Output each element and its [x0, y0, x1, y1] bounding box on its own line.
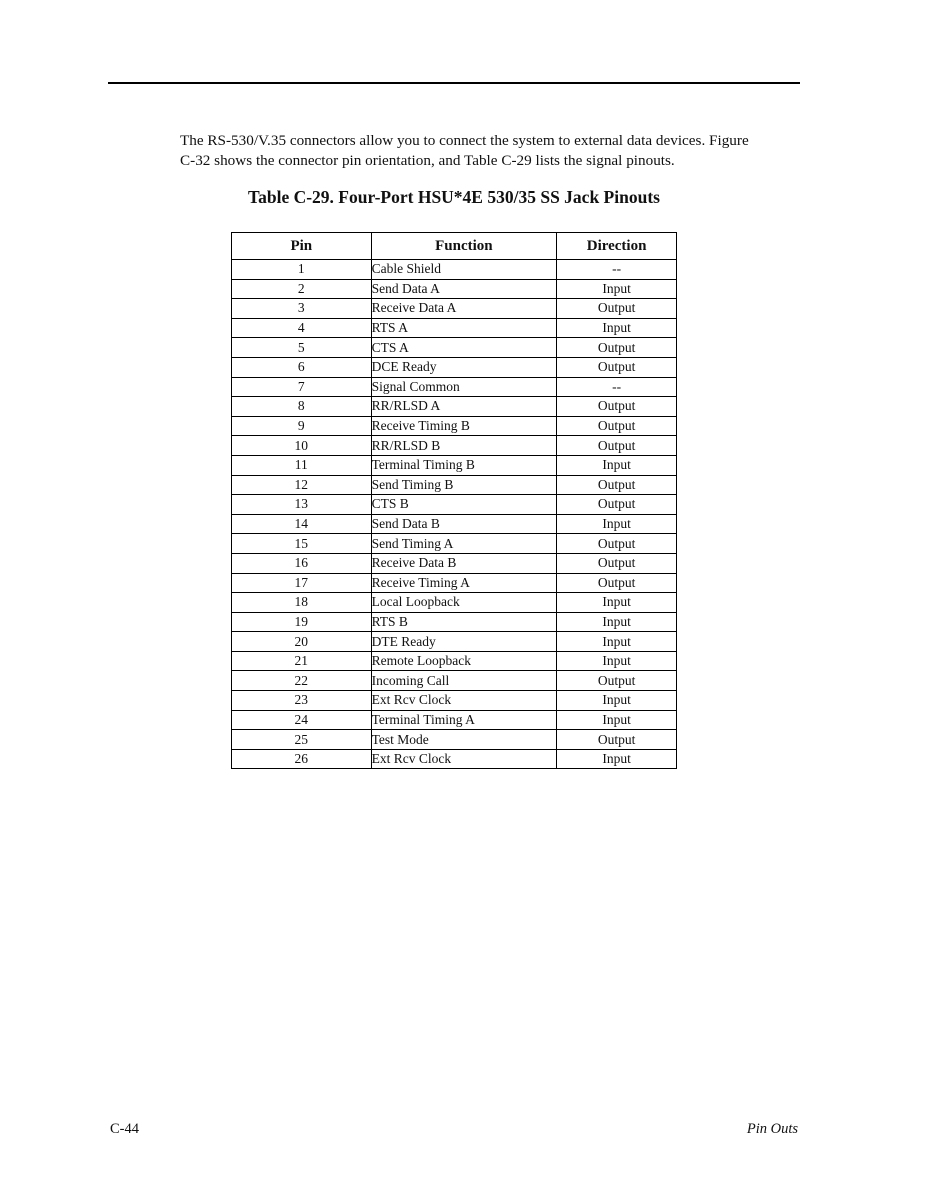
direction-cell: Output — [557, 299, 677, 319]
table-header-row — [232, 233, 677, 260]
function-cell: RTS A — [371, 318, 557, 338]
table-row — [232, 651, 677, 671]
pin-cell: 6 — [232, 357, 372, 377]
direction-cell: Input — [557, 279, 677, 299]
function-cell: DTE Ready — [371, 632, 557, 652]
function-cell: DCE Ready — [371, 357, 557, 377]
pin-cell: 16 — [232, 553, 372, 573]
pin-cell: 1 — [232, 260, 372, 280]
table-row — [232, 436, 677, 456]
pin-cell: 9 — [232, 416, 372, 436]
function-cell: Receive Data A — [371, 299, 557, 319]
pin-cell: 12 — [232, 475, 372, 495]
pin-cell: 11 — [232, 455, 372, 475]
table-row — [232, 299, 677, 319]
pin-cell: 19 — [232, 612, 372, 632]
function-cell: Ext Rcv Clock — [371, 691, 557, 711]
function-cell: Receive Data B — [371, 553, 557, 573]
table-row — [232, 455, 677, 475]
pin-cell: 10 — [232, 436, 372, 456]
direction-cell: Output — [557, 338, 677, 358]
column-header-function: Function — [371, 233, 557, 260]
pin-cell: 14 — [232, 514, 372, 534]
direction-cell: Input — [557, 612, 677, 632]
function-cell: Test Mode — [371, 730, 557, 750]
table-row — [232, 691, 677, 711]
function-cell: Remote Loopback — [371, 651, 557, 671]
direction-cell: Input — [557, 710, 677, 730]
pin-cell: 17 — [232, 573, 372, 593]
table-row — [232, 671, 677, 691]
function-cell: Terminal Timing A — [371, 710, 557, 730]
function-cell: Local Loopback — [371, 593, 557, 613]
table-body — [232, 260, 677, 769]
pin-cell: 26 — [232, 749, 372, 769]
direction-cell: Input — [557, 318, 677, 338]
function-cell: RR/RLSD A — [371, 397, 557, 417]
function-cell: Ext Rcv Clock — [371, 749, 557, 769]
column-header-pin: Pin — [232, 233, 372, 260]
table-row — [232, 377, 677, 397]
table-row — [232, 318, 677, 338]
pin-cell: 13 — [232, 495, 372, 515]
table-row — [232, 279, 677, 299]
direction-cell: Input — [557, 749, 677, 769]
direction-cell: Input — [557, 691, 677, 711]
pin-cell: 18 — [232, 593, 372, 613]
table-row — [232, 749, 677, 769]
function-cell: Send Data A — [371, 279, 557, 299]
pin-cell: 2 — [232, 279, 372, 299]
direction-cell: Output — [557, 671, 677, 691]
direction-cell: Input — [557, 455, 677, 475]
function-cell: Terminal Timing B — [371, 455, 557, 475]
table-row — [232, 357, 677, 377]
function-cell: Send Data B — [371, 514, 557, 534]
table-row — [232, 612, 677, 632]
function-cell: Incoming Call — [371, 671, 557, 691]
pin-cell: 3 — [232, 299, 372, 319]
direction-cell: Output — [557, 397, 677, 417]
table-row — [232, 573, 677, 593]
direction-cell: Output — [557, 357, 677, 377]
pin-cell: 23 — [232, 691, 372, 711]
table-title: Table C-29. Four-Port HSU*4E 530/35 SS Jack Pinouts — [248, 187, 660, 207]
function-cell: Receive Timing B — [371, 416, 557, 436]
function-cell: Send Timing A — [371, 534, 557, 554]
pin-cell: 24 — [232, 710, 372, 730]
direction-cell: Input — [557, 593, 677, 613]
pin-cell: 5 — [232, 338, 372, 358]
header-rule — [108, 82, 800, 84]
direction-cell: Output — [557, 495, 677, 515]
function-cell: Cable Shield — [371, 260, 557, 280]
table-row — [232, 338, 677, 358]
function-cell: CTS A — [371, 338, 557, 358]
table-row — [232, 514, 677, 534]
pin-cell: 22 — [232, 671, 372, 691]
intro-paragraph — [180, 131, 805, 171]
direction-cell: Output — [557, 730, 677, 750]
pin-cell: 21 — [232, 651, 372, 671]
pin-cell: 7 — [232, 377, 372, 397]
pinout-table — [231, 232, 677, 769]
direction-cell: Output — [557, 534, 677, 554]
table-row — [232, 475, 677, 495]
section-name: Pin Outs — [746, 1121, 798, 1137]
function-cell: RTS B — [371, 612, 557, 632]
table-row — [232, 593, 677, 613]
direction-cell: Input — [557, 632, 677, 652]
table-row — [232, 553, 677, 573]
table-row — [232, 730, 677, 750]
table-row — [232, 632, 677, 652]
direction-cell: Output — [557, 416, 677, 436]
intro-line-1: The RS-530/V.35 connectors allow you to connect the system to external data devices. Figure — [180, 132, 749, 149]
function-cell: Signal Common — [371, 377, 557, 397]
direction-cell: -- — [557, 377, 677, 397]
table-row — [232, 495, 677, 515]
pin-cell: 4 — [232, 318, 372, 338]
intro-line-2: C-32 shows the connector pin orientation, and Table C-29 lists the signal pinouts. — [180, 152, 675, 169]
direction-cell: Output — [557, 436, 677, 456]
direction-cell: -- — [557, 260, 677, 280]
table-row — [232, 534, 677, 554]
pin-cell: 25 — [232, 730, 372, 750]
pin-cell: 15 — [232, 534, 372, 554]
direction-cell: Output — [557, 553, 677, 573]
column-header-direction: Direction — [557, 233, 677, 260]
direction-cell: Output — [557, 573, 677, 593]
pin-cell: 20 — [232, 632, 372, 652]
function-cell: Receive Timing A — [371, 573, 557, 593]
table-row — [232, 260, 677, 280]
direction-cell: Input — [557, 514, 677, 534]
table-row — [232, 710, 677, 730]
direction-cell: Input — [557, 651, 677, 671]
page-number: C-44 — [110, 1121, 139, 1137]
table-row — [232, 416, 677, 436]
function-cell: Send Timing B — [371, 475, 557, 495]
function-cell: CTS B — [371, 495, 557, 515]
table-row — [232, 397, 677, 417]
pin-cell: 8 — [232, 397, 372, 417]
function-cell: RR/RLSD B — [371, 436, 557, 456]
direction-cell: Output — [557, 475, 677, 495]
